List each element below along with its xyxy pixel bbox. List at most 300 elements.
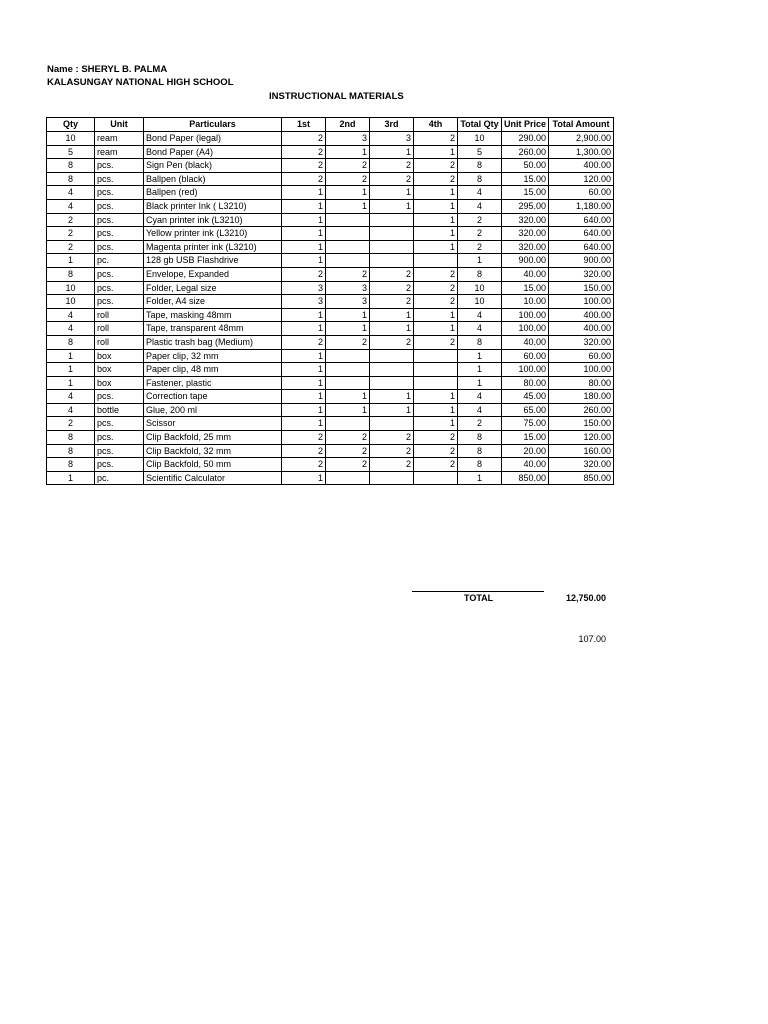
cell-particulars: Black printer Ink ( L3210) — [144, 199, 282, 213]
cell-3rd: 1 — [370, 390, 414, 404]
cell-3rd — [370, 471, 414, 485]
cell-unit: ream — [95, 145, 144, 159]
cell-unit-price: 15.00 — [502, 186, 549, 200]
cell-total-qty: 8 — [458, 458, 502, 472]
cell-total-qty: 2 — [458, 417, 502, 431]
cell-total-amount: 120.00 — [549, 172, 614, 186]
table-row — [47, 145, 614, 159]
cell-total-amount: 640.00 — [549, 213, 614, 227]
extra-value: 107.00 — [578, 634, 606, 644]
cell-1st: 1 — [282, 417, 326, 431]
cell-4th: 1 — [414, 322, 458, 336]
cell-1st: 1 — [282, 227, 326, 241]
cell-1st: 1 — [282, 240, 326, 254]
cell-4th: 2 — [414, 172, 458, 186]
cell-3rd: 1 — [370, 322, 414, 336]
table-row — [47, 240, 614, 254]
cell-2nd: 1 — [326, 145, 370, 159]
cell-1st: 2 — [282, 444, 326, 458]
cell-3rd: 2 — [370, 458, 414, 472]
cell-qty: 4 — [47, 308, 95, 322]
cell-qty: 2 — [47, 227, 95, 241]
name-line: Name : SHERYL B. PALMA — [47, 64, 168, 75]
table-row — [47, 458, 614, 472]
cell-unit-price: 100.00 — [502, 308, 549, 322]
cell-unit: pcs. — [95, 431, 144, 445]
total-divider — [412, 591, 544, 592]
cell-unit-price: 75.00 — [502, 417, 549, 431]
cell-2nd: 2 — [326, 335, 370, 349]
cell-1st: 2 — [282, 335, 326, 349]
cell-1st: 1 — [282, 349, 326, 363]
cell-total-qty: 4 — [458, 403, 502, 417]
cell-qty: 8 — [47, 458, 95, 472]
cell-total-qty: 8 — [458, 267, 502, 281]
cell-2nd: 1 — [326, 308, 370, 322]
cell-4th: 1 — [414, 227, 458, 241]
cell-3rd: 2 — [370, 335, 414, 349]
cell-particulars: Folder, A4 size — [144, 295, 282, 309]
cell-qty: 1 — [47, 471, 95, 485]
cell-3rd: 1 — [370, 145, 414, 159]
cell-4th: 1 — [414, 213, 458, 227]
cell-3rd — [370, 349, 414, 363]
cell-particulars: Bond Paper (legal) — [144, 132, 282, 146]
cell-4th: 1 — [414, 417, 458, 431]
cell-1st: 1 — [282, 186, 326, 200]
cell-4th: 1 — [414, 390, 458, 404]
cell-total-amount: 150.00 — [549, 417, 614, 431]
table-row — [47, 172, 614, 186]
cell-1st: 1 — [282, 199, 326, 213]
cell-particulars: Scissor — [144, 417, 282, 431]
column-header: 3rd — [370, 118, 414, 132]
cell-4th: 1 — [414, 199, 458, 213]
cell-unit: bottle — [95, 403, 144, 417]
cell-total-amount: 1,300.00 — [549, 145, 614, 159]
cell-1st: 1 — [282, 308, 326, 322]
cell-1st: 2 — [282, 267, 326, 281]
cell-2nd: 2 — [326, 172, 370, 186]
cell-particulars: Fastener, plastic — [144, 376, 282, 390]
school-name: KALASUNGAY NATIONAL HIGH SCHOOL — [47, 77, 234, 88]
cell-total-amount: 850.00 — [549, 471, 614, 485]
cell-unit: roll — [95, 335, 144, 349]
cell-unit: pcs. — [95, 240, 144, 254]
cell-4th — [414, 254, 458, 268]
cell-unit: pcs. — [95, 417, 144, 431]
cell-1st: 3 — [282, 281, 326, 295]
cell-unit: pc. — [95, 471, 144, 485]
cell-1st: 2 — [282, 431, 326, 445]
cell-3rd — [370, 240, 414, 254]
table-row — [47, 335, 614, 349]
table-row — [47, 186, 614, 200]
cell-total-qty: 8 — [458, 335, 502, 349]
cell-total-amount: 400.00 — [549, 308, 614, 322]
cell-total-amount: 150.00 — [549, 281, 614, 295]
cell-unit-price: 100.00 — [502, 363, 549, 377]
cell-1st: 1 — [282, 403, 326, 417]
cell-2nd: 1 — [326, 322, 370, 336]
cell-4th: 1 — [414, 403, 458, 417]
cell-particulars: Folder, Legal size — [144, 281, 282, 295]
cell-total-qty: 1 — [458, 349, 502, 363]
cell-total-amount: 100.00 — [549, 295, 614, 309]
column-header: 2nd — [326, 118, 370, 132]
cell-2nd — [326, 417, 370, 431]
cell-2nd: 1 — [326, 199, 370, 213]
document-title: INSTRUCTIONAL MATERIALS — [269, 91, 404, 102]
cell-particulars: Paper clip, 48 mm — [144, 363, 282, 377]
cell-unit: ream — [95, 132, 144, 146]
cell-unit: pcs. — [95, 267, 144, 281]
cell-total-amount: 320.00 — [549, 335, 614, 349]
cell-unit: pcs. — [95, 199, 144, 213]
cell-1st: 3 — [282, 295, 326, 309]
table-row — [47, 390, 614, 404]
cell-unit: pcs. — [95, 213, 144, 227]
cell-2nd — [326, 349, 370, 363]
cell-1st: 1 — [282, 471, 326, 485]
cell-2nd — [326, 471, 370, 485]
table-row — [47, 431, 614, 445]
cell-unit-price: 260.00 — [502, 145, 549, 159]
cell-2nd — [326, 227, 370, 241]
cell-unit: pcs. — [95, 172, 144, 186]
cell-1st: 2 — [282, 172, 326, 186]
cell-4th: 2 — [414, 132, 458, 146]
cell-4th: 1 — [414, 145, 458, 159]
cell-unit: pcs. — [95, 444, 144, 458]
cell-2nd — [326, 254, 370, 268]
cell-unit-price: 15.00 — [502, 431, 549, 445]
cell-4th — [414, 376, 458, 390]
cell-total-amount: 180.00 — [549, 390, 614, 404]
cell-total-qty: 8 — [458, 431, 502, 445]
cell-total-amount: 320.00 — [549, 458, 614, 472]
cell-unit-price: 295.00 — [502, 199, 549, 213]
cell-2nd: 3 — [326, 281, 370, 295]
cell-2nd: 3 — [326, 132, 370, 146]
cell-qty: 4 — [47, 186, 95, 200]
cell-3rd: 1 — [370, 199, 414, 213]
column-header: Qty — [47, 118, 95, 132]
table-row — [47, 322, 614, 336]
cell-qty: 8 — [47, 335, 95, 349]
cell-total-qty: 2 — [458, 240, 502, 254]
cell-particulars: Correction tape — [144, 390, 282, 404]
cell-2nd: 3 — [326, 295, 370, 309]
cell-total-amount: 1,180.00 — [549, 199, 614, 213]
cell-qty: 4 — [47, 390, 95, 404]
cell-4th: 1 — [414, 240, 458, 254]
cell-total-amount: 640.00 — [549, 227, 614, 241]
cell-total-qty: 2 — [458, 213, 502, 227]
cell-total-amount: 400.00 — [549, 322, 614, 336]
cell-total-amount: 2,900.00 — [549, 132, 614, 146]
cell-4th: 2 — [414, 444, 458, 458]
table-header-row — [47, 118, 614, 132]
cell-3rd: 1 — [370, 186, 414, 200]
cell-unit: pcs. — [95, 227, 144, 241]
cell-1st: 1 — [282, 322, 326, 336]
cell-particulars: 128 gb USB Flashdrive — [144, 254, 282, 268]
cell-qty: 4 — [47, 322, 95, 336]
cell-unit: box — [95, 349, 144, 363]
cell-unit-price: 850.00 — [502, 471, 549, 485]
cell-3rd — [370, 417, 414, 431]
column-header: Unit Price — [502, 118, 549, 132]
cell-particulars: Bond Paper (A4) — [144, 145, 282, 159]
cell-2nd: 2 — [326, 458, 370, 472]
cell-4th — [414, 349, 458, 363]
cell-3rd: 1 — [370, 403, 414, 417]
cell-unit: pcs. — [95, 295, 144, 309]
column-header: Total Amount — [549, 118, 614, 132]
cell-3rd — [370, 376, 414, 390]
cell-total-qty: 10 — [458, 132, 502, 146]
cell-particulars: Cyan printer ink (L3210) — [144, 213, 282, 227]
cell-unit-price: 320.00 — [502, 227, 549, 241]
cell-total-amount: 640.00 — [549, 240, 614, 254]
cell-particulars: Clip Backfold, 50 mm — [144, 458, 282, 472]
cell-3rd: 2 — [370, 444, 414, 458]
table-row — [47, 349, 614, 363]
cell-1st: 1 — [282, 363, 326, 377]
cell-unit-price: 10.00 — [502, 295, 549, 309]
cell-4th — [414, 471, 458, 485]
cell-unit-price: 65.00 — [502, 403, 549, 417]
cell-particulars: Scientific Calculator — [144, 471, 282, 485]
cell-2nd — [326, 240, 370, 254]
cell-qty: 1 — [47, 254, 95, 268]
column-header: Total Qty — [458, 118, 502, 132]
cell-qty: 2 — [47, 240, 95, 254]
column-header: 1st — [282, 118, 326, 132]
cell-unit-price: 15.00 — [502, 172, 549, 186]
total-label: TOTAL — [464, 593, 494, 603]
cell-3rd: 2 — [370, 281, 414, 295]
table-row — [47, 281, 614, 295]
cell-particulars: Clip Backfold, 32 mm — [144, 444, 282, 458]
column-header: Unit — [95, 118, 144, 132]
cell-unit: pcs. — [95, 390, 144, 404]
column-header: 4th — [414, 118, 458, 132]
cell-total-qty: 8 — [458, 444, 502, 458]
cell-4th: 1 — [414, 308, 458, 322]
cell-total-amount: 320.00 — [549, 267, 614, 281]
cell-4th: 2 — [414, 267, 458, 281]
cell-3rd — [370, 213, 414, 227]
cell-qty: 8 — [47, 172, 95, 186]
cell-1st: 1 — [282, 213, 326, 227]
cell-unit: pcs. — [95, 159, 144, 173]
cell-2nd: 2 — [326, 444, 370, 458]
cell-unit-price: 40.00 — [502, 267, 549, 281]
cell-total-qty: 10 — [458, 295, 502, 309]
cell-total-amount: 900.00 — [549, 254, 614, 268]
cell-unit: pcs. — [95, 186, 144, 200]
cell-qty: 10 — [47, 132, 95, 146]
cell-1st: 2 — [282, 159, 326, 173]
cell-particulars: Paper clip, 32 mm — [144, 349, 282, 363]
table-row — [47, 199, 614, 213]
materials-table — [46, 117, 614, 485]
cell-total-amount: 260.00 — [549, 403, 614, 417]
table-row — [47, 267, 614, 281]
cell-1st: 2 — [282, 458, 326, 472]
cell-2nd: 2 — [326, 159, 370, 173]
cell-unit-price: 45.00 — [502, 390, 549, 404]
cell-unit: box — [95, 363, 144, 377]
cell-particulars: Tape, transparent 48mm — [144, 322, 282, 336]
cell-total-qty: 1 — [458, 363, 502, 377]
cell-4th: 2 — [414, 159, 458, 173]
cell-2nd: 2 — [326, 431, 370, 445]
cell-3rd: 2 — [370, 159, 414, 173]
cell-4th: 2 — [414, 431, 458, 445]
cell-unit: box — [95, 376, 144, 390]
cell-unit: roll — [95, 322, 144, 336]
cell-total-qty: 10 — [458, 281, 502, 295]
cell-total-amount: 80.00 — [549, 376, 614, 390]
cell-3rd — [370, 363, 414, 377]
cell-qty: 2 — [47, 417, 95, 431]
cell-particulars: Plastic trash bag (Medium) — [144, 335, 282, 349]
cell-unit-price: 60.00 — [502, 349, 549, 363]
cell-3rd — [370, 227, 414, 241]
cell-1st: 1 — [282, 390, 326, 404]
cell-total-amount: 120.00 — [549, 431, 614, 445]
cell-qty: 8 — [47, 431, 95, 445]
cell-unit-price: 290.00 — [502, 132, 549, 146]
table-row — [47, 376, 614, 390]
cell-unit: roll — [95, 308, 144, 322]
table-row — [47, 363, 614, 377]
cell-3rd: 2 — [370, 431, 414, 445]
cell-unit-price: 320.00 — [502, 240, 549, 254]
cell-qty: 10 — [47, 295, 95, 309]
cell-particulars: Tape, masking 48mm — [144, 308, 282, 322]
cell-3rd: 2 — [370, 172, 414, 186]
cell-3rd: 1 — [370, 308, 414, 322]
table-body — [47, 132, 614, 485]
cell-unit-price: 320.00 — [502, 213, 549, 227]
table-row — [47, 308, 614, 322]
cell-qty: 8 — [47, 444, 95, 458]
cell-qty: 5 — [47, 145, 95, 159]
column-header: Particulars — [144, 118, 282, 132]
cell-qty: 4 — [47, 403, 95, 417]
cell-qty: 1 — [47, 363, 95, 377]
cell-total-qty: 4 — [458, 308, 502, 322]
cell-total-amount: 400.00 — [549, 159, 614, 173]
cell-unit: pcs. — [95, 281, 144, 295]
cell-total-qty: 4 — [458, 199, 502, 213]
cell-total-qty: 5 — [458, 145, 502, 159]
table-row — [47, 254, 614, 268]
cell-particulars: Ballpen (black) — [144, 172, 282, 186]
cell-1st: 1 — [282, 376, 326, 390]
table-row — [47, 227, 614, 241]
cell-total-qty: 4 — [458, 322, 502, 336]
cell-total-amount: 100.00 — [549, 363, 614, 377]
cell-total-amount: 60.00 — [549, 349, 614, 363]
cell-qty: 4 — [47, 199, 95, 213]
table-row — [47, 471, 614, 485]
table-row — [47, 444, 614, 458]
cell-qty: 1 — [47, 349, 95, 363]
cell-unit-price: 40.00 — [502, 458, 549, 472]
cell-total-qty: 8 — [458, 172, 502, 186]
cell-unit-price: 80.00 — [502, 376, 549, 390]
cell-unit-price: 40.00 — [502, 335, 549, 349]
cell-4th: 2 — [414, 295, 458, 309]
table-row — [47, 132, 614, 146]
cell-particulars: Clip Backfold, 25 mm — [144, 431, 282, 445]
cell-total-amount: 160.00 — [549, 444, 614, 458]
cell-total-qty: 8 — [458, 159, 502, 173]
cell-particulars: Envelope, Expanded — [144, 267, 282, 281]
cell-2nd: 1 — [326, 390, 370, 404]
cell-3rd — [370, 254, 414, 268]
table-row — [47, 159, 614, 173]
cell-particulars: Glue, 200 ml — [144, 403, 282, 417]
cell-total-qty: 1 — [458, 471, 502, 485]
cell-3rd: 3 — [370, 132, 414, 146]
cell-qty: 8 — [47, 159, 95, 173]
cell-4th: 2 — [414, 281, 458, 295]
cell-2nd — [326, 363, 370, 377]
cell-total-qty: 2 — [458, 227, 502, 241]
table-row — [47, 403, 614, 417]
cell-4th: 2 — [414, 335, 458, 349]
cell-qty: 1 — [47, 376, 95, 390]
cell-total-qty: 1 — [458, 376, 502, 390]
cell-3rd: 2 — [370, 295, 414, 309]
cell-2nd — [326, 213, 370, 227]
cell-1st: 1 — [282, 254, 326, 268]
cell-1st: 2 — [282, 145, 326, 159]
cell-4th: 1 — [414, 186, 458, 200]
cell-4th — [414, 363, 458, 377]
cell-3rd: 2 — [370, 267, 414, 281]
cell-qty: 8 — [47, 267, 95, 281]
cell-4th: 2 — [414, 458, 458, 472]
cell-total-qty: 1 — [458, 254, 502, 268]
cell-particulars: Ballpen (red) — [144, 186, 282, 200]
cell-total-qty: 4 — [458, 390, 502, 404]
table-row — [47, 417, 614, 431]
cell-particulars: Yellow printer ink (L3210) — [144, 227, 282, 241]
cell-1st: 2 — [282, 132, 326, 146]
cell-unit-price: 100.00 — [502, 322, 549, 336]
total-value: 12,750.00 — [565, 593, 606, 603]
cell-2nd: 1 — [326, 403, 370, 417]
cell-unit-price: 900.00 — [502, 254, 549, 268]
table-row — [47, 213, 614, 227]
cell-unit-price: 50.00 — [502, 159, 549, 173]
cell-total-amount: 60.00 — [549, 186, 614, 200]
cell-unit: pc. — [95, 254, 144, 268]
cell-unit: pcs. — [95, 458, 144, 472]
cell-unit-price: 20.00 — [502, 444, 549, 458]
cell-qty: 2 — [47, 213, 95, 227]
cell-2nd — [326, 376, 370, 390]
cell-total-qty: 4 — [458, 186, 502, 200]
cell-2nd: 2 — [326, 267, 370, 281]
